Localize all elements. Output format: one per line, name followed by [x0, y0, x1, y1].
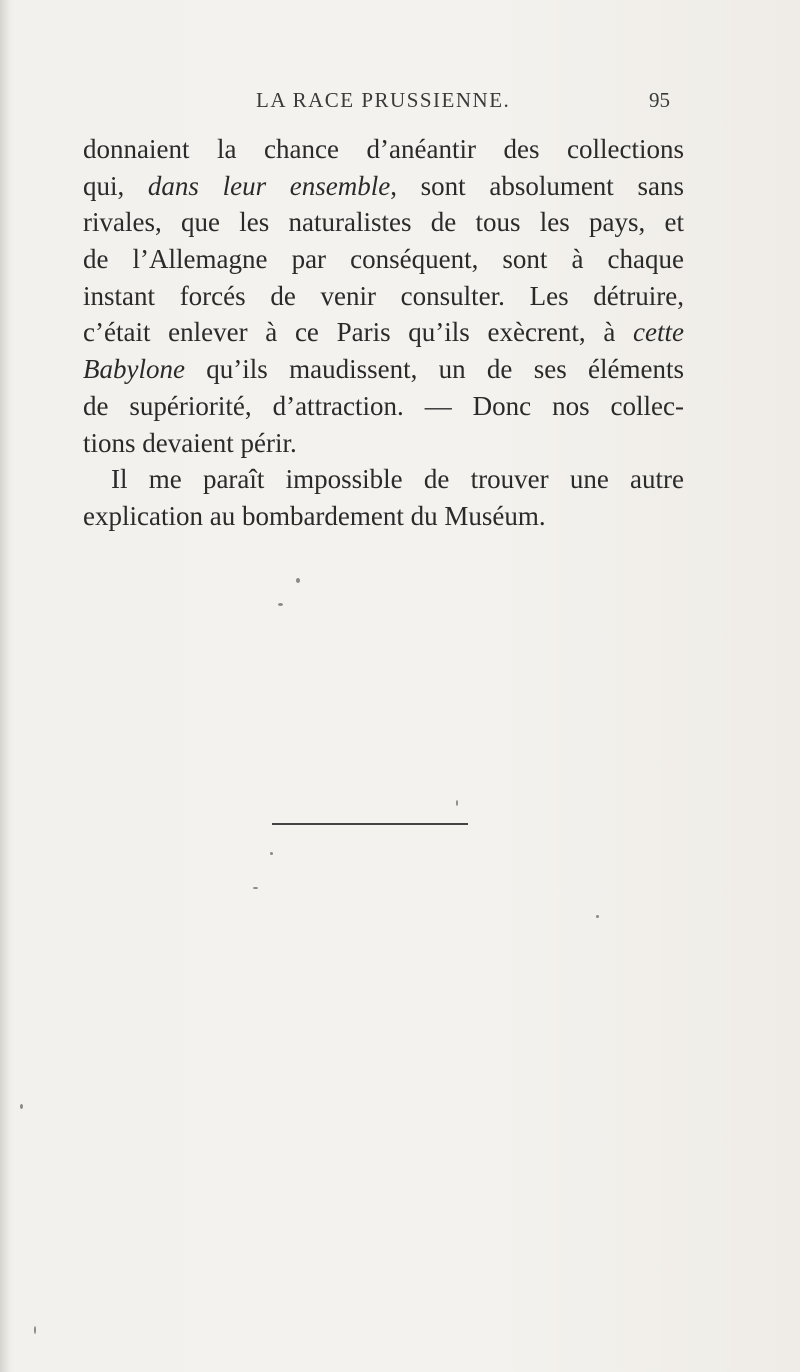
italic-phrase: Babylone — [83, 354, 185, 385]
paper-speck — [278, 603, 283, 606]
page-number: 95 — [649, 88, 670, 112]
text-line-content: rivales, que les naturalistes de tous les pays, et — [83, 207, 684, 238]
paper-speck — [34, 1326, 36, 1334]
text-line — [83, 388, 684, 425]
running-head — [0, 88, 800, 118]
text-line-content: explication au bombardement du Muséum. — [83, 500, 546, 531]
text-line-content: donnaient la chance d’anéantir des collections — [83, 134, 684, 164]
text-line — [83, 425, 684, 462]
text-run: , sont absolument sans — [390, 170, 684, 201]
text-line-content: Il me paraît impossible de trouver une autre — [111, 464, 684, 495]
text-line — [83, 351, 684, 388]
italic-phrase: cette — [633, 317, 684, 348]
text-line — [83, 131, 684, 168]
paragraph-start-line — [83, 461, 684, 498]
text-line — [83, 314, 684, 351]
text-line — [83, 204, 684, 241]
paper-speck — [270, 852, 273, 855]
paper-speck — [596, 915, 599, 918]
paper-speck — [296, 578, 300, 583]
text-line-content: de supériorité, d’attraction. — Donc nos collec- — [83, 390, 684, 421]
text-line — [83, 498, 684, 535]
text-line-content: instant forcés de venir consulter. Les détruire, — [83, 280, 684, 311]
paper-speck — [456, 800, 458, 806]
text-run: c’était enlever à ce Paris qu’ils exècrent, à — [83, 317, 634, 348]
paper-speck — [253, 887, 258, 889]
text-line-content: de l’Allemagne par conséquent, sont à chaque — [83, 244, 684, 275]
text-line-content: tions devaient périr. — [83, 427, 297, 458]
section-end-rule — [272, 823, 468, 825]
running-title: LA RACE PRUSSIENNE. — [256, 88, 511, 112]
body-text — [83, 131, 684, 535]
text-run: qui, — [83, 170, 148, 201]
page-gutter-shadow — [0, 0, 10, 1372]
italic-phrase: dans leur ensemble — [147, 170, 391, 201]
text-line — [83, 278, 684, 315]
text-line — [83, 168, 684, 205]
text-run: qu’ils maudissent, un de ses éléments — [184, 354, 684, 385]
paper-speck — [20, 1104, 23, 1109]
text-line — [83, 241, 684, 278]
